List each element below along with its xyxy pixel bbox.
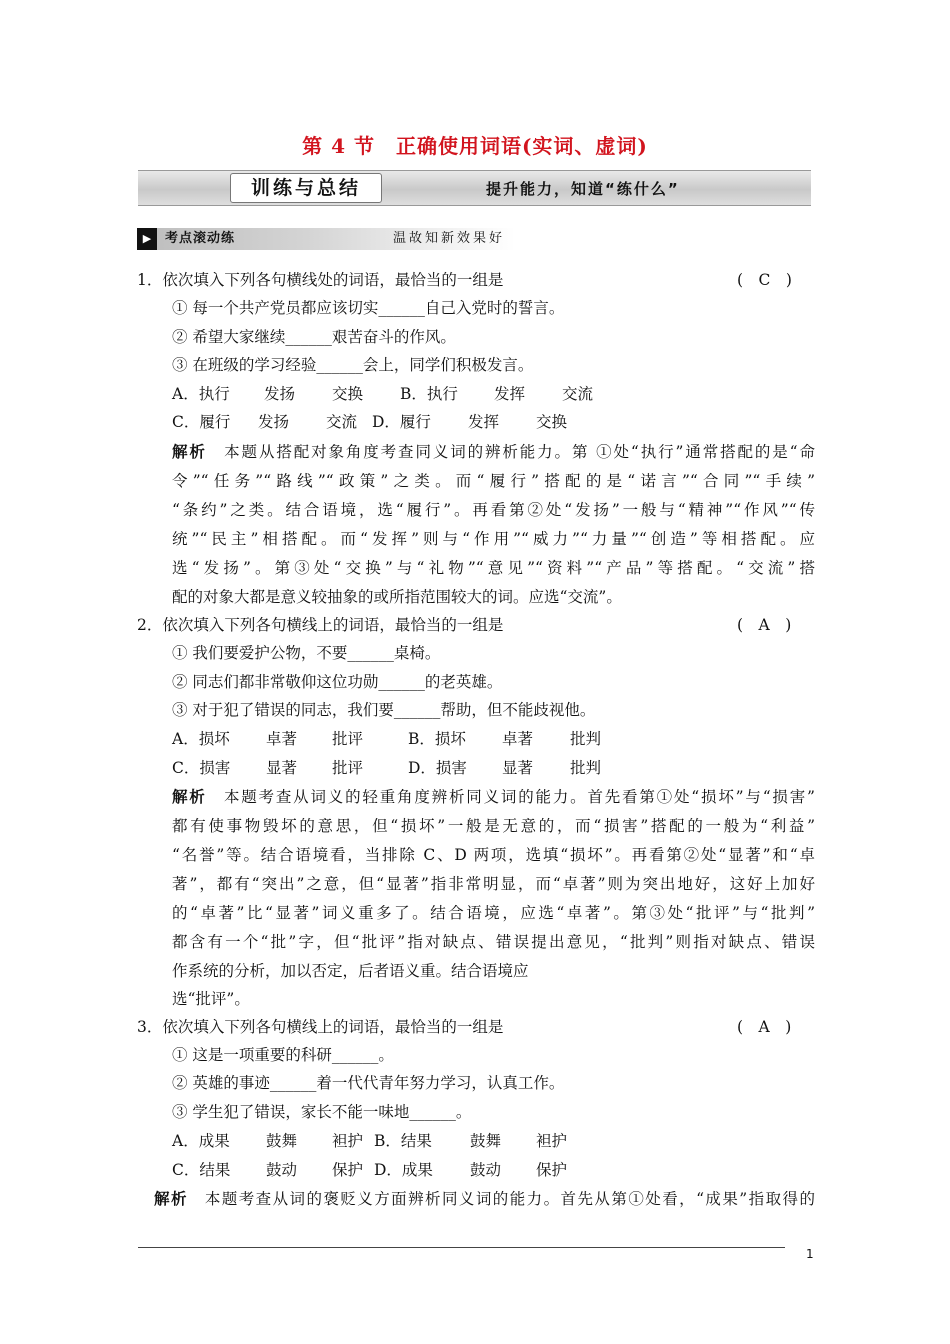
question-3-sentence-2: ② 英雄的事迹______着一代代青年努力学习，认真工作。 xyxy=(172,1074,565,1092)
question-2-sentence-1: ① 我们要爱护公物，不要______桌椅。 xyxy=(172,644,441,662)
q1-option-c: C．履行 xyxy=(172,413,231,431)
q1-analysis-line: 统”“民主”相搭配。而“发挥”则与“作用”“威力”“力量”“创造”等相搭配。应 xyxy=(172,530,815,548)
question-2-sentence-3: ③ 对于犯了错误的同志，我们要______帮助，但不能歧视他。 xyxy=(172,701,596,719)
q3-option-c-2: 鼓动 xyxy=(266,1161,298,1179)
subsection-bar xyxy=(137,228,515,250)
q2-option-c: C．损害 xyxy=(172,759,231,777)
q3-option-d-3: 保护 xyxy=(536,1161,568,1179)
question-3-sentence-3: ③ 学生犯了错误，家长不能一味地______。 xyxy=(172,1103,472,1121)
q2-option-a: A．损坏 xyxy=(172,730,230,748)
question-1-sentence-1: ① 每一个共产党员都应该切实______自己入党时的誓言。 xyxy=(172,299,565,317)
analysis-label: 解析 xyxy=(172,788,207,806)
q1-option-d-3: 交换 xyxy=(536,413,568,431)
q3-option-b-3: 袒护 xyxy=(536,1132,568,1150)
question-3-answer: ( A ) xyxy=(737,1018,792,1036)
q1-option-a-3: 交换 xyxy=(332,385,364,403)
q3-option-d-2: 鼓动 xyxy=(470,1161,502,1179)
q2-option-a-2: 卓著 xyxy=(266,730,298,748)
question-1-sentence-3: ③ 在班级的学习经验______会上，同学们积极发言。 xyxy=(172,356,534,374)
banner-label: 训练与总结 xyxy=(230,173,382,203)
q3-option-b: B．结果 xyxy=(374,1132,432,1150)
triangle-icon: ▶ xyxy=(137,228,157,250)
q3-option-a: A．成果 xyxy=(172,1132,230,1150)
analysis-label: 解析 xyxy=(172,443,207,461)
question-2-stem: 2．依次填入下列各句横线上的词语，最恰当的一组是 xyxy=(137,616,504,634)
q2-analysis-line: 都含有一个“批”字，但“批评”指对缺点、错误提出意见，“批判”则指对缺点、错误 xyxy=(172,933,815,951)
q1-analysis-line: 选“发扬”。第③处“交换”与“礼物”“意见”“资料”“产品”等搭配。“交流”搭 xyxy=(172,559,815,577)
question-2-answer: ( A ) xyxy=(737,616,792,634)
question-2-sentence-2: ② 同志们都非常敬仰这位功勋______的老英雄。 xyxy=(172,673,503,691)
q3-option-c: C．结果 xyxy=(172,1161,231,1179)
q2-option-d-3: 批判 xyxy=(570,759,602,777)
q1-option-c-3: 交流 xyxy=(326,413,358,431)
q2-option-d-2: 显著 xyxy=(502,759,534,777)
analysis-label: 解析 xyxy=(154,1190,188,1208)
q1-option-b: B．执行 xyxy=(400,385,458,403)
q2-analysis-line: 作系统的分析，加以否定，后者语义重。结合语境应 xyxy=(172,962,529,980)
q2-option-b-3: 批判 xyxy=(570,730,602,748)
q3-analysis-line: 解析 本题考查从词的褒贬义方面辨析同义词的能力。首先从第①处看，“成果”指取得的 xyxy=(154,1190,815,1208)
q2-analysis-line: 的“卓著”比“显著”词义重多了。结合语境，应选“卓著”。第③处“批评”与“批判” xyxy=(172,904,815,922)
q1-option-b-3: 交流 xyxy=(562,385,594,403)
question-3-stem: 3．依次填入下列各句横线上的词语，最恰当的一组是 xyxy=(137,1018,504,1036)
subsection-title: 考点滚动练 xyxy=(165,231,236,246)
q1-option-a: A．执行 xyxy=(172,385,230,403)
q2-analysis-line: “名誉”等。结合语境看，当排除 C、D 两项，选填“损坏”。再看第②处“显著”和“卓 xyxy=(172,846,815,864)
q2-analysis-line: 著”，都有“突出”之意，但“显著”指非常明显，而“卓著”则为突出地好，这好上加好 xyxy=(172,875,815,893)
q2-option-b-2: 卓著 xyxy=(502,730,534,748)
q1-option-c-2: 发扬 xyxy=(258,413,290,431)
q1-option-d: D．履行 xyxy=(372,413,431,431)
q1-analysis-line: 配的对象大都是意义较抽象的或所指范围较大的词。应选“交流”。 xyxy=(172,588,622,606)
q2-analysis-line: 选“批评”。 xyxy=(172,990,250,1008)
q2-analysis-line: 都有使事物毁坏的意思，但“损坏”一般是无意的，而“损害”搭配的一般为“利益” xyxy=(172,817,816,835)
question-3-sentence-1: ① 这是一项重要的科研______。 xyxy=(172,1046,394,1064)
q3-option-d: D．成果 xyxy=(374,1161,433,1179)
q1-analysis-line: 解析 本题从搭配对象角度考查同义词的辨析能力。第 ①处“执行”通常搭配的是“命 xyxy=(172,443,815,461)
question-1-sentence-2: ② 希望大家继续______艰苦奋斗的作风。 xyxy=(172,328,456,346)
q2-option-d: D．损害 xyxy=(408,759,467,777)
q3-option-c-3: 保护 xyxy=(332,1161,364,1179)
q1-option-d-2: 发挥 xyxy=(468,413,500,431)
q3-option-b-2: 鼓舞 xyxy=(470,1132,502,1150)
q1-option-b-2: 发挥 xyxy=(494,385,526,403)
q1-analysis-line: “条约”之类。结合语境，选“履行”。再看第②处“发扬”一般与“精神”“作风”“传 xyxy=(172,501,815,519)
question-1-answer: ( C ) xyxy=(737,271,792,289)
q2-option-c-3: 批评 xyxy=(332,759,364,777)
question-1-stem: 1．依次填入下列各句横线处的词语，最恰当的一组是 xyxy=(137,271,504,289)
q3-option-a-2: 鼓舞 xyxy=(266,1132,298,1150)
q3-option-a-3: 袒护 xyxy=(332,1132,364,1150)
page-number: 1 xyxy=(806,1247,814,1261)
q2-option-b: B．损坏 xyxy=(408,730,466,748)
q2-analysis-line: 解析 本题考查从词义的轻重角度辨析同义词的能力。首先看第①处“损坏”与“损害” xyxy=(172,788,815,806)
page-title: 第 4 节 正确使用词语(实词、虚词) xyxy=(302,134,648,158)
q2-option-a-3: 批评 xyxy=(332,730,364,748)
q1-option-a-2: 发扬 xyxy=(264,385,296,403)
q1-analysis-line: 令”“任务”“路线”“政策”之类。而“履行”搭配的是“诺言”“合同”“手续” xyxy=(172,472,815,490)
q2-option-c-2: 显著 xyxy=(266,759,298,777)
section-banner xyxy=(138,170,811,206)
subsection-motto: 温故知新效果好 xyxy=(393,231,506,246)
footer-divider xyxy=(138,1247,785,1248)
banner-subtitle: 提升能力，知道“练什么” xyxy=(486,180,680,198)
